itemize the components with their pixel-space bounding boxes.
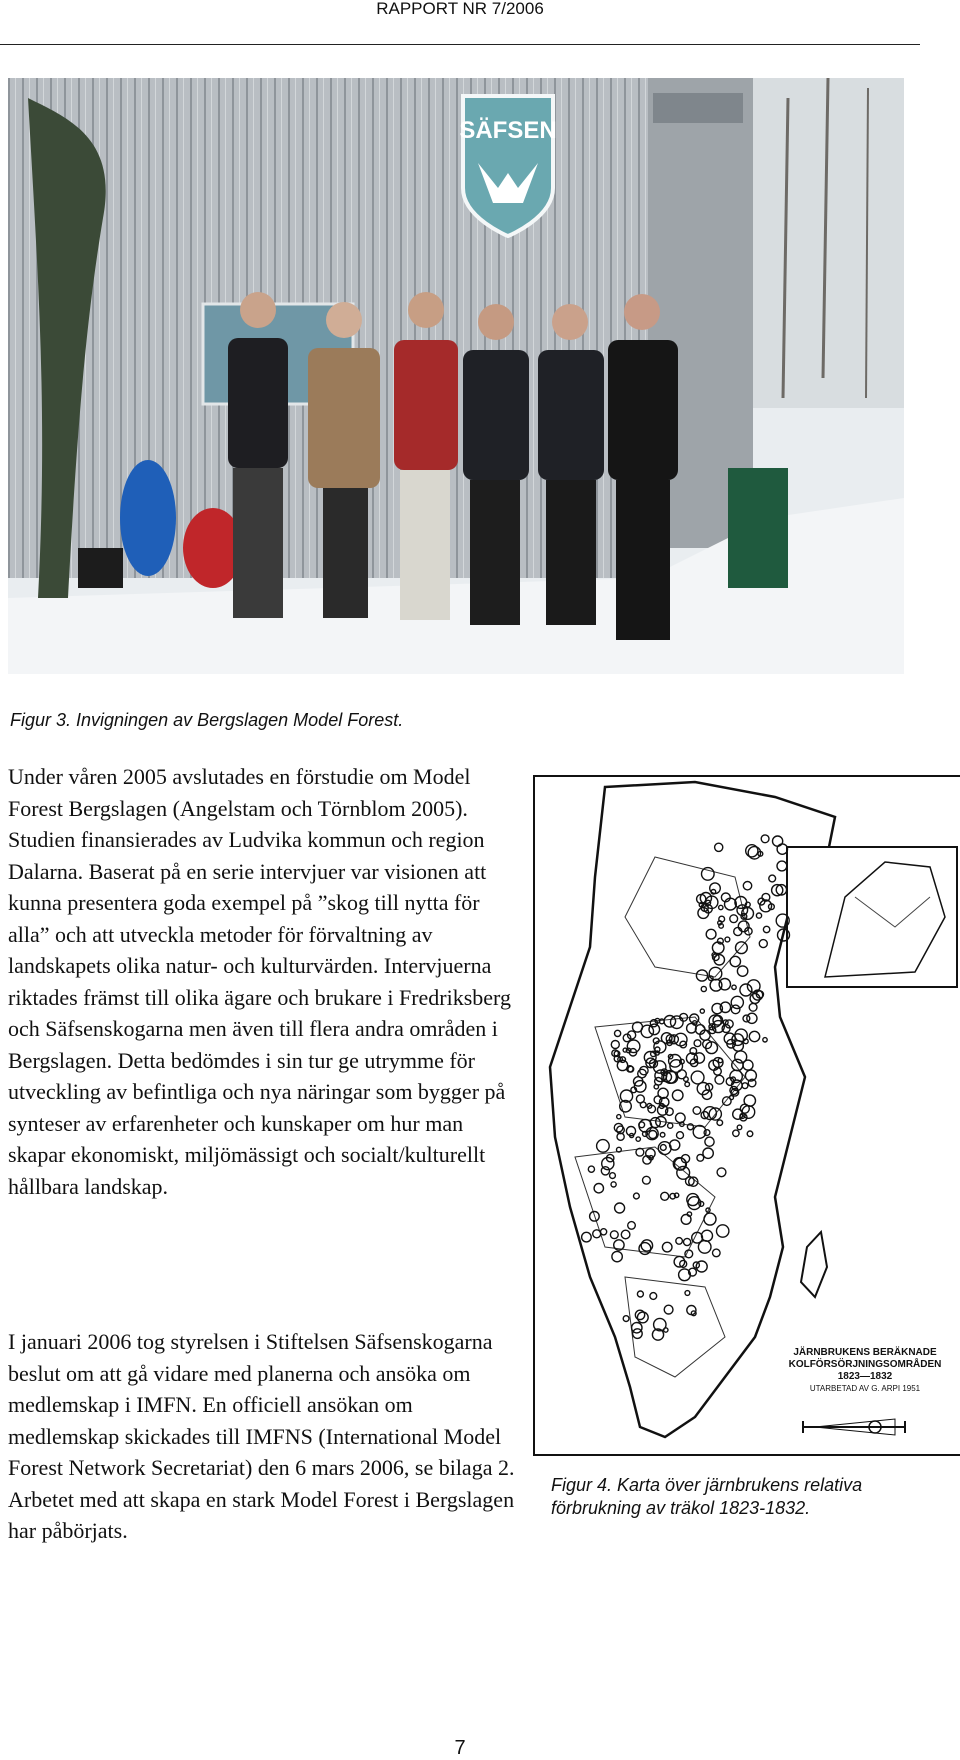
ironworks-marker (632, 1323, 642, 1333)
ironworks-marker (612, 1251, 622, 1261)
ironworks-marker (719, 905, 723, 909)
ironworks-marker (711, 890, 716, 895)
ironworks-marker (661, 1192, 669, 1200)
ironworks-marker (763, 926, 769, 932)
ironworks-marker (588, 1166, 594, 1172)
ironworks-marker (635, 1310, 644, 1319)
ironworks-marker (717, 1225, 729, 1237)
ironworks-marker (743, 1060, 753, 1070)
ironworks-marker (627, 1040, 640, 1053)
ironworks-marker (649, 1131, 657, 1139)
ironworks-marker (611, 1041, 619, 1049)
ironworks-marker (643, 1176, 651, 1184)
ironworks-marker (693, 1107, 701, 1115)
ironworks-marker (601, 1229, 607, 1235)
ironworks-marker (732, 1059, 743, 1070)
ironworks-marker (723, 1097, 732, 1106)
ironworks-marker (697, 1154, 704, 1161)
ironworks-marker (623, 1316, 629, 1322)
ironworks-marker (725, 937, 730, 942)
ironworks-marker (702, 868, 715, 881)
ironworks-marker (719, 979, 730, 990)
ironworks-marker (640, 1102, 646, 1108)
ironworks-marker (713, 1249, 721, 1257)
ironworks-marker (628, 1222, 636, 1230)
legend-credit: UTARBETAD AV G. ARPI 1951 (809, 1384, 921, 1393)
ironworks-marker (777, 861, 787, 871)
ironworks-marker (662, 1242, 672, 1252)
ironworks-marker (761, 835, 769, 843)
inauguration-photo (8, 78, 904, 674)
ironworks-marker (672, 1090, 683, 1101)
ironworks-marker (744, 1095, 755, 1106)
ironworks-marker (718, 921, 722, 925)
ironworks-marker (614, 1123, 623, 1132)
ironworks-marker (660, 1133, 665, 1138)
ironworks-marker (740, 984, 752, 996)
ironworks-marker (594, 1184, 603, 1193)
ironworks-marker (709, 967, 722, 980)
ironworks-marker (674, 1033, 687, 1046)
ironworks-marker (676, 1238, 683, 1245)
ironworks-marker (650, 1293, 657, 1300)
ironworks-marker (692, 1232, 703, 1243)
ironworks-marker (705, 1137, 714, 1146)
page-header (0, 0, 920, 45)
ironworks-marker (696, 1261, 707, 1272)
ironworks-marker (715, 843, 723, 851)
northern-inset-map (787, 847, 957, 987)
ironworks-marker (687, 1023, 697, 1033)
ironworks-marker (773, 836, 783, 846)
ironworks-marker (680, 1260, 687, 1267)
ironworks-marker (668, 1123, 673, 1128)
ironworks-marker (742, 1083, 748, 1089)
ironworks-marker (717, 1168, 726, 1177)
charcoal-map-figure (533, 775, 960, 1456)
ironworks-marker (685, 1291, 690, 1296)
ironworks-marker (763, 1038, 767, 1042)
page-number: 7 (454, 1737, 466, 1759)
ironworks-marker (736, 942, 748, 954)
ironworks-marker (582, 1232, 592, 1242)
figure-4-caption: Figur 4. Karta över järnbrukens relativa förbrukning av träkol 1823-1832. (551, 1475, 863, 1518)
ironworks-marker (731, 1005, 740, 1014)
legend-title: JÄRNBRUKENS BERÄKNADE KOLFÖRSÖRJNINGSOMRÅDEN (788, 1347, 942, 1370)
ironworks-marker (759, 940, 767, 948)
ironworks-marker (715, 1075, 724, 1084)
ironworks-marker (701, 986, 706, 991)
ironworks-marker (704, 1213, 716, 1225)
header-title: RAPPORT NR 7/2006 (376, 0, 544, 18)
ironworks-marker (676, 1113, 686, 1123)
ironworks-marker (730, 956, 740, 966)
ironworks-marker (601, 1167, 609, 1175)
ironworks-marker (749, 1031, 759, 1041)
ironworks-marker (702, 1230, 713, 1241)
ironworks-marker (684, 1238, 691, 1245)
ironworks-marker (654, 1085, 658, 1089)
ironworks-marker (637, 1312, 648, 1323)
ironworks-marker (717, 1120, 723, 1126)
sign-text: SÄFSEN (459, 117, 557, 144)
legend-years: 1823—1832 (837, 1371, 893, 1382)
ironworks-marker (621, 1230, 630, 1239)
ironworks-marker (756, 913, 761, 918)
ironworks-marker (747, 980, 760, 993)
ironworks-marker (615, 1030, 621, 1036)
ironworks-marker (664, 1305, 673, 1314)
ironworks-marker (730, 915, 738, 923)
ironworks-marker (747, 1131, 753, 1137)
ironworks-marker (769, 875, 776, 882)
ironworks-markers (582, 835, 790, 1340)
ironworks-marker (610, 1231, 618, 1239)
ironworks-marker (617, 1115, 621, 1119)
scale-bar (803, 1419, 905, 1435)
ironworks-marker (641, 1240, 652, 1251)
ironworks-marker (597, 1140, 610, 1153)
ironworks-marker (749, 1003, 757, 1011)
body-paragraph-1: Under våren 2005 avslutades en förstudie om Model Forest Bergslagen (Angelstam och Törnblom 2005). Studien finansierades av Ludvika kommun och region Dalarna. Baserat på en serie intervjuer var visionen att kunna presentera goda exempel på ”skog till nytta för alla” och att utveckla metoder för förvaltning av landskapets olika natur- och kulturvärden. Intervjuerna riktades främst till olika ägare och brukare i Fredriksberg och Säfsenskogarna men även till flera andra områden i Bergslagen. Detta bedömdes i sin tur ge utrymme för utveckling av befintliga och nya näringar som bygger på synteser av erfarenheter och kunskaper om hur man skapar ekonomiskt, miljömässigt och socialt/kulturellt hållbara landskap. (8, 764, 511, 1199)
ironworks-marker (737, 1125, 742, 1130)
ironworks-marker (706, 929, 716, 939)
body-paragraph-2: I januari 2006 tog styrelsen i Stiftelsen Säfsenskogarna beslut om att gå vidare med planerna och ansöka om medlemskap i IMFN. En officiell ansökan om medlemskap skickades till IMFNS (International Model Forest Network Secretariat) den 6 mars 2006, se bilaga 2. Arbetet med att skapa en stark Model Forest i Bergslagen har påbörjats. (8, 1329, 515, 1543)
ironworks-marker (633, 1022, 643, 1032)
ironworks-marker (690, 1014, 699, 1023)
ironworks-marker (636, 1148, 644, 1156)
ironworks-marker (732, 985, 736, 989)
photo-illustration (8, 78, 904, 674)
ironworks-marker (685, 1082, 690, 1087)
ironworks-marker (694, 1040, 701, 1047)
ironworks-marker (677, 1132, 684, 1139)
ironworks-marker (691, 1071, 704, 1084)
ironworks-marker (593, 1230, 601, 1238)
ironworks-marker (660, 1145, 666, 1151)
ironworks-marker (733, 1130, 739, 1136)
ironworks-marker (700, 1009, 704, 1013)
ironworks-marker (626, 1127, 635, 1136)
ironworks-marker (634, 1193, 640, 1199)
figure-3-caption: Figur 3. Invigningen av Bergslagen Model Forest. (10, 710, 404, 730)
ironworks-marker (637, 1291, 643, 1297)
ironworks-marker (640, 1066, 648, 1074)
ironworks-marker (743, 882, 751, 890)
ironworks-marker (670, 1140, 680, 1150)
ironworks-marker (610, 1173, 616, 1179)
ironworks-marker (737, 966, 747, 976)
ironworks-marker (636, 1137, 640, 1141)
gotland-outline (801, 1232, 827, 1297)
ironworks-marker (681, 1215, 691, 1225)
ironworks-marker (615, 1203, 625, 1213)
ironworks-marker (671, 1016, 684, 1029)
ironworks-marker (703, 1148, 713, 1158)
ironworks-marker (611, 1182, 616, 1187)
